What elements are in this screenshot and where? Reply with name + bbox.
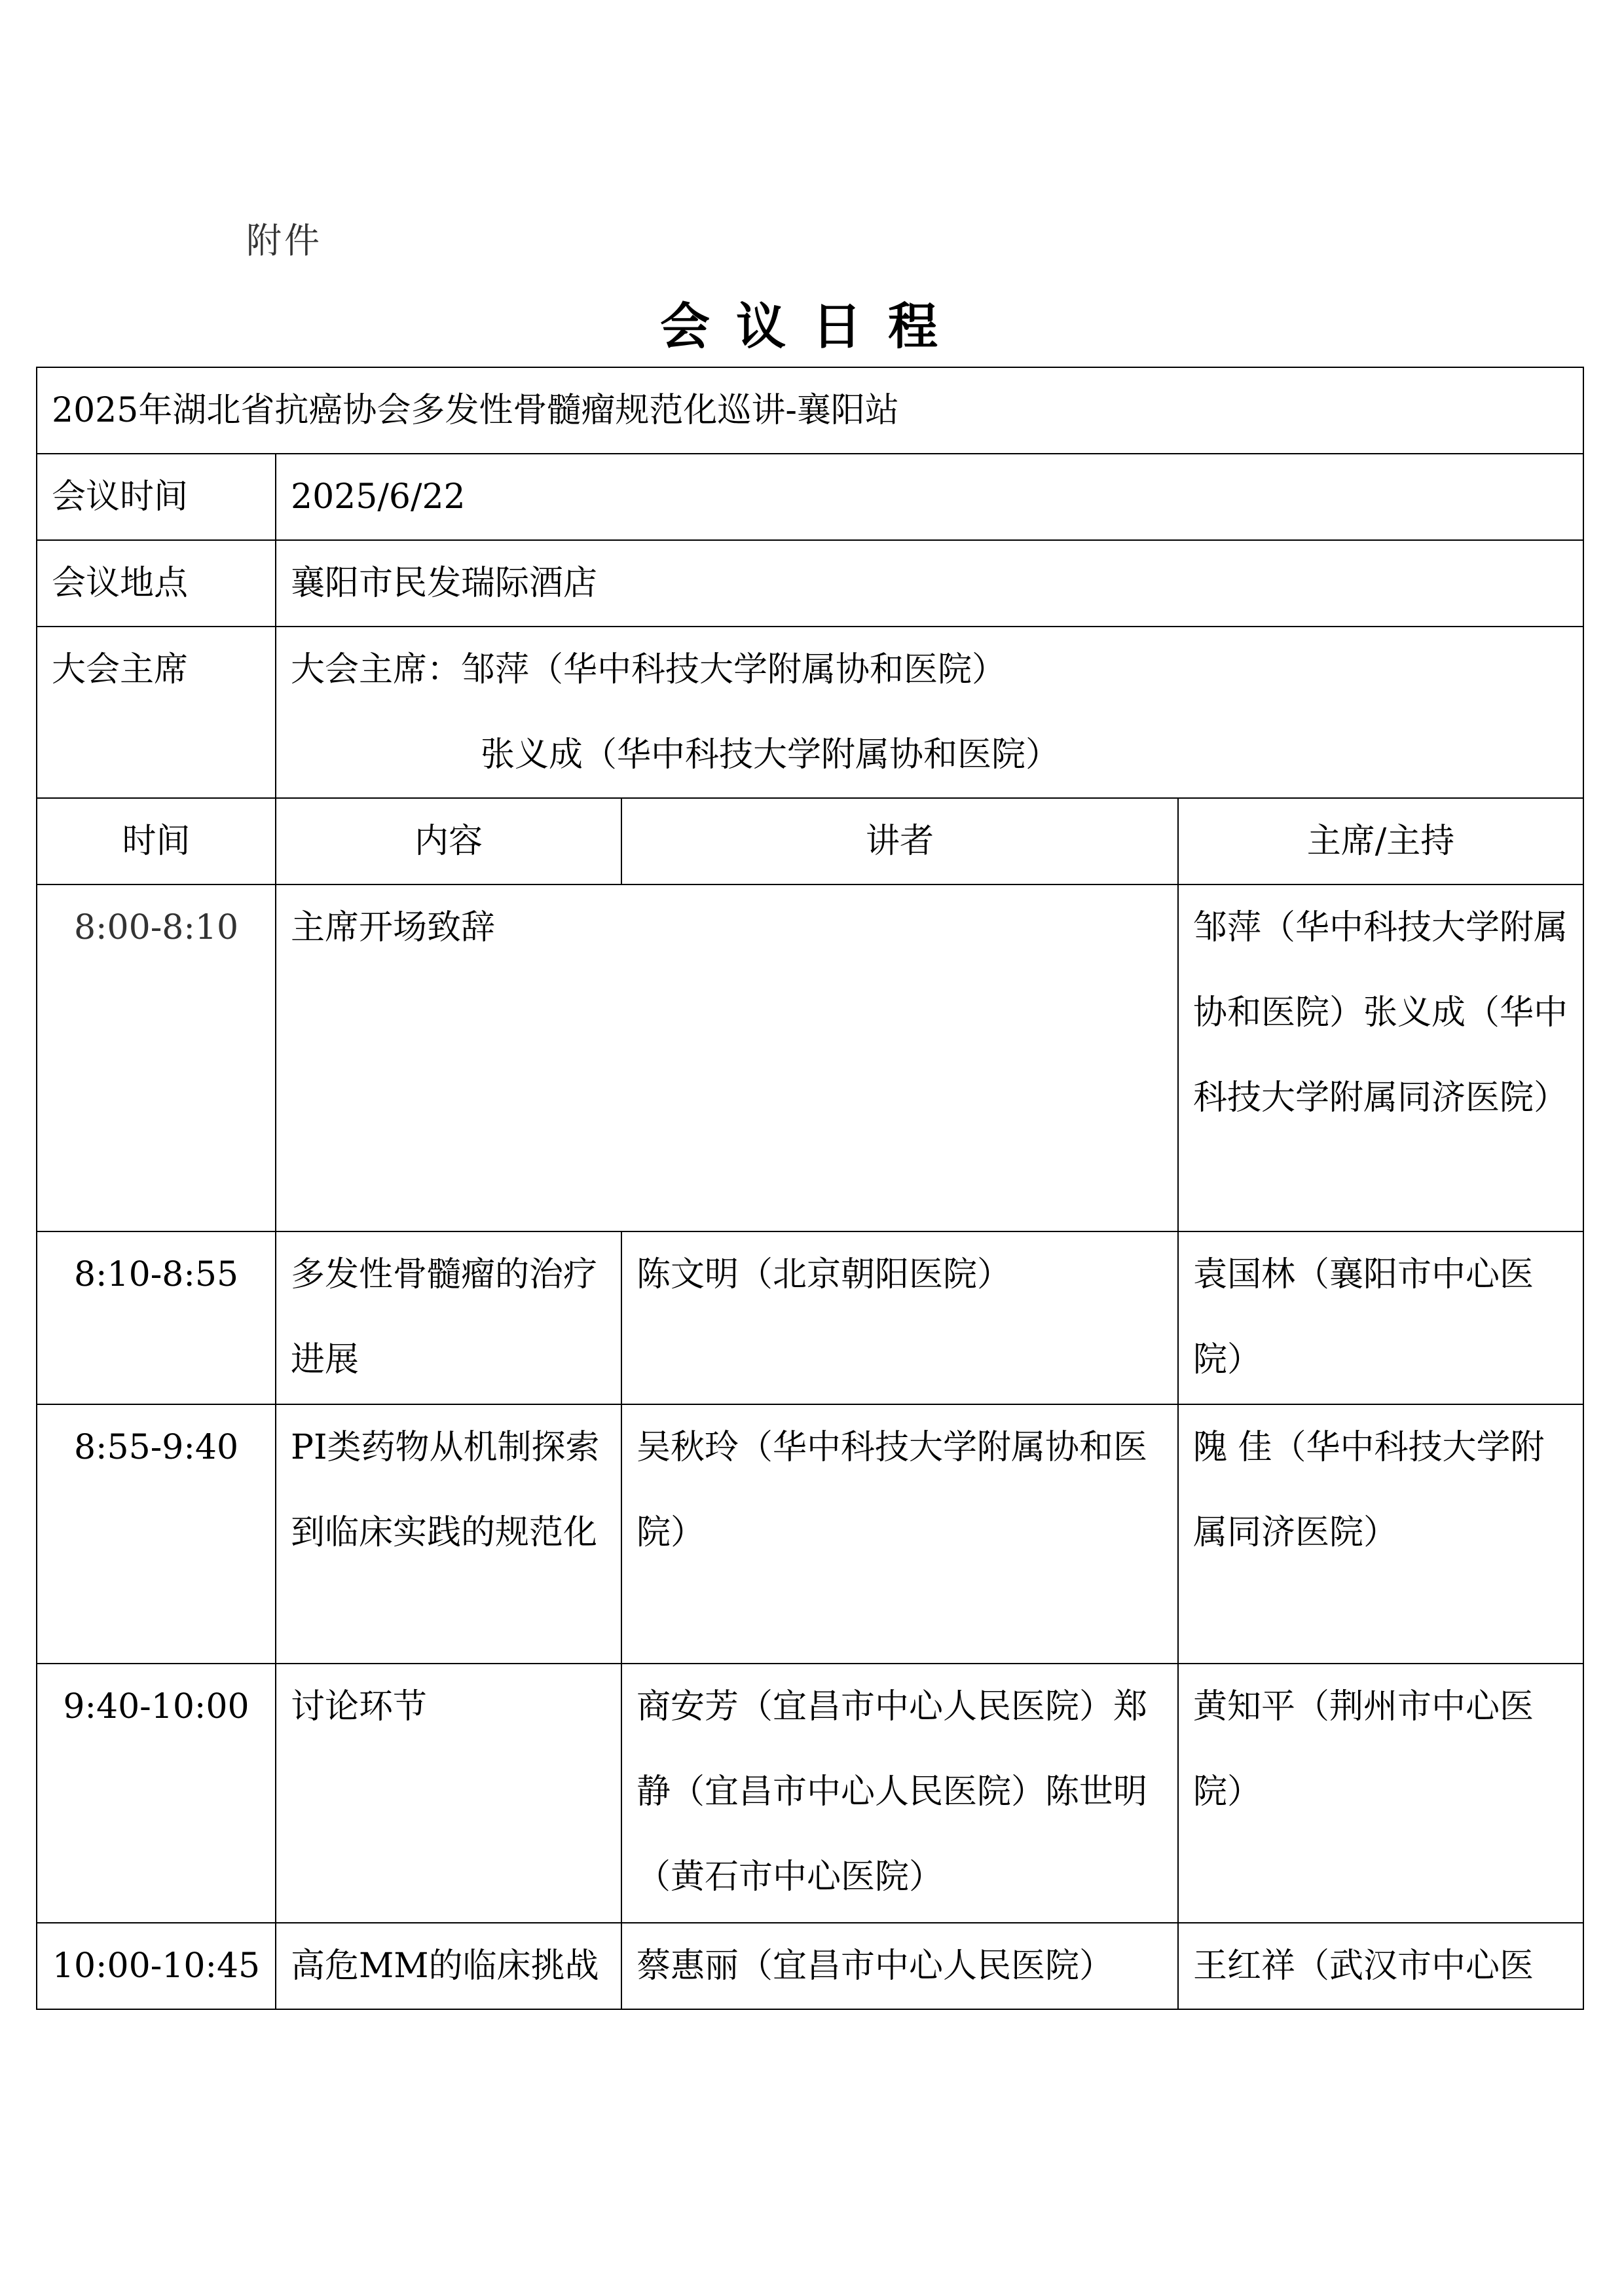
- meeting-location-row: [37, 540, 1583, 627]
- schedule-row: [37, 1231, 1583, 1404]
- schedule-host: 王红祥（武汉市中心医: [1178, 1923, 1583, 2009]
- column-header-content: 内容: [276, 798, 621, 884]
- meeting-chair-line1: 大会主席：邹萍（华中科技大学附属协和医院）: [291, 650, 1006, 689]
- document-title: 会议日程: [660, 297, 964, 355]
- schedule-row: [37, 1664, 1583, 1923]
- schedule-speaker: 商安芳（宜昌市中心人民医院）郑静（宜昌市中心人民医院）陈世明（黄石市中心医院）: [621, 1664, 1178, 1923]
- schedule-time: 9:40-10:00: [37, 1664, 276, 1923]
- column-header-row: [37, 798, 1583, 884]
- schedule-host: 黄知平（荆州市中心医院）: [1178, 1664, 1583, 1923]
- schedule-speaker: 蔡惠丽（宜昌市中心人民医院）: [621, 1923, 1178, 2009]
- meeting-location-label: 会议地点: [37, 540, 276, 627]
- column-header-time: 时间: [37, 798, 276, 884]
- schedule-content: 讨论环节: [276, 1664, 621, 1923]
- column-header-host: 主席/主持: [1178, 798, 1583, 884]
- meeting-chair-row: [37, 627, 1583, 798]
- schedule-row: [37, 1923, 1583, 2009]
- meeting-chair-label: 大会主席: [37, 627, 276, 798]
- schedule-time: 8:00-8:10: [37, 884, 276, 1231]
- schedule-content: 主席开场致辞: [276, 884, 1178, 1231]
- schedule-speaker: 吴秋玲（华中科技大学附属协和医院）: [621, 1404, 1178, 1664]
- meeting-time-value: 2025/6/22: [276, 454, 1583, 540]
- schedule-host: 隗 佳（华中科技大学附属同济医院）: [1178, 1404, 1583, 1664]
- schedule-row: [37, 884, 1583, 1231]
- schedule-time: 8:55-9:40: [37, 1404, 276, 1664]
- attachment-label: 附件: [246, 220, 322, 261]
- schedule-time: 8:10-8:55: [37, 1231, 276, 1404]
- schedule-row: [37, 1404, 1583, 1664]
- schedule-time: 10:00-10:45: [37, 1923, 276, 2009]
- meeting-time-row: [37, 454, 1583, 540]
- meeting-location-value: 襄阳市民发瑞际酒店: [276, 540, 1583, 627]
- schedule-content: 多发性骨髓瘤的治疗进展: [276, 1231, 621, 1404]
- schedule-content: PI类药物从机制探索到临床实践的规范化: [276, 1404, 621, 1664]
- meeting-chair-cell: [276, 627, 1583, 798]
- meeting-name: 2025年湖北省抗癌协会多发性骨髓瘤规范化巡讲-襄阳站: [37, 367, 1583, 454]
- schedule-content: 高危MM的临床挑战: [276, 1923, 621, 2009]
- schedule-table: [36, 367, 1584, 2010]
- column-header-speaker: 讲者: [621, 798, 1178, 884]
- meeting-chair-line2: 张义成（华中科技大学附属协和医院）: [481, 735, 1060, 774]
- meeting-time-label: 会议时间: [37, 454, 276, 540]
- schedule-speaker: 陈文明（北京朝阳医院）: [621, 1231, 1178, 1404]
- schedule-host: 邹萍（华中科技大学附属协和医院）张义成（华中科技大学附属同济医院）: [1178, 884, 1583, 1231]
- meeting-name-row: [37, 367, 1583, 454]
- schedule-host: 袁国林（襄阳市中心医院）: [1178, 1231, 1583, 1404]
